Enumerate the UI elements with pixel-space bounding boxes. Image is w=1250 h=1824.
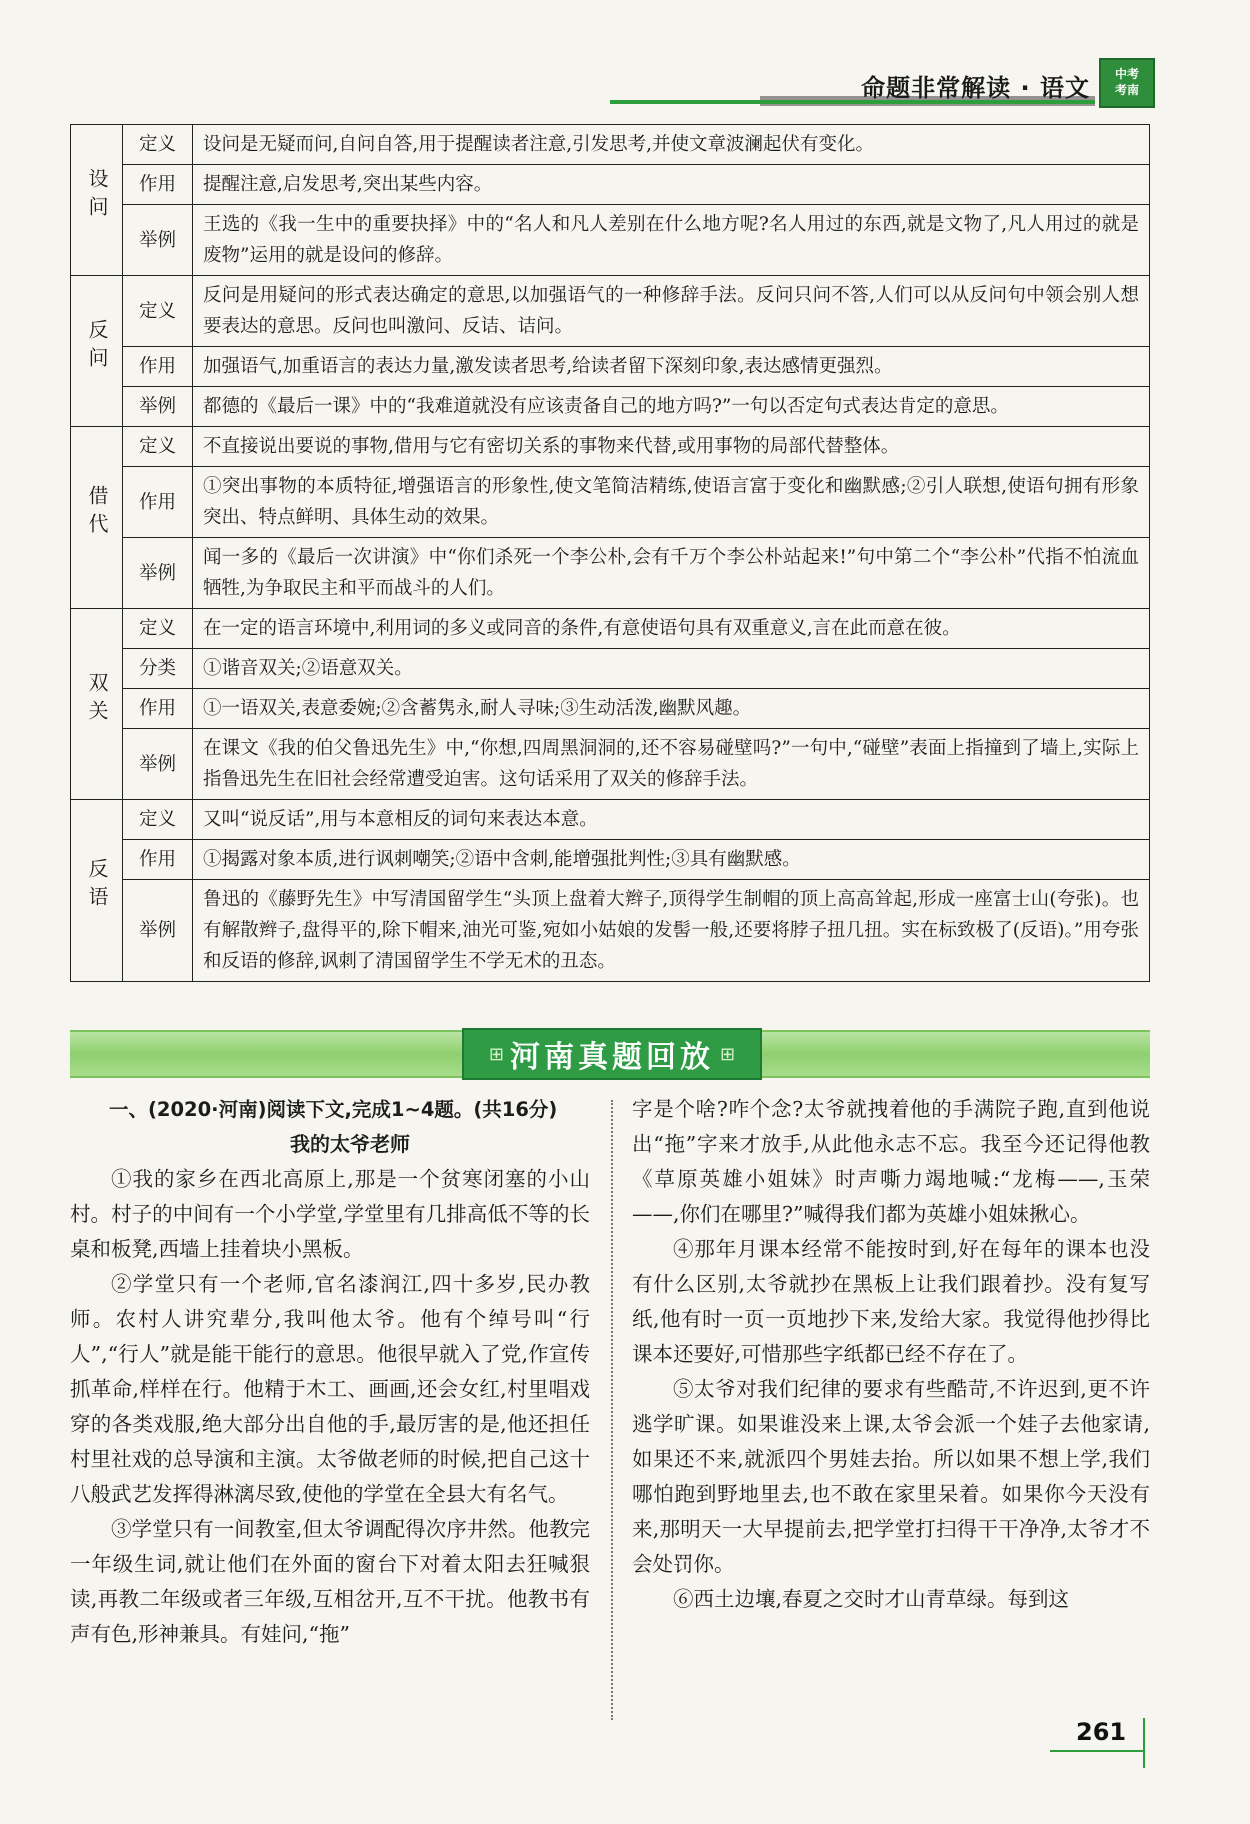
table-row [71,609,1150,649]
category-label: 设问 [85,167,109,224]
article-right-column [632,1092,1150,1617]
paragraph: 字是个啥?咋个念?太爷就拽着他的手满院子跑,直到他说出“拖”字来才放手,从此他永志不忘。我至今还记得他教《草原英雄小姐妹》时声嘶力竭地喊:“龙梅——,玉荣——,你们在哪里?”喊得我们都为英雄小姐妹揪心。 [632,1097,1150,1226]
attr-cell: 举例 [123,538,193,609]
attr-cell: 定义 [123,427,193,467]
attr-cell: 作用 [123,467,193,538]
category-cell [71,427,123,609]
attr-cell: 定义 [123,125,193,165]
banner-deco-icon: ⊞ [720,1043,736,1065]
page-number-rule-vertical [1143,1718,1145,1768]
attr-cell: 定义 [123,800,193,840]
table-row [71,649,1150,689]
paragraph: ⑥西土边壤,春夏之交时才山青草绿。每到这 [673,1587,1070,1611]
section-banner [70,1030,1150,1078]
table-row [71,427,1150,467]
table-row [71,840,1150,880]
attr-cell: 举例 [123,387,193,427]
attr-cell: 作用 [123,840,193,880]
attr-cell: 作用 [123,347,193,387]
table-row [71,467,1150,538]
content-cell: 又叫“说反话”,用与本意相反的词句来表达本意。 [193,800,1150,840]
content-cell: 反问是用疑问的形式表达确定的意思,以加强语气的一种修辞手法。反问只问不答,人们可以从反问句中领会别人想要表达的意思。反问也叫激问、反诘、诘问。 [193,276,1150,347]
table-row [71,729,1150,800]
table-row [71,538,1150,609]
attr-cell: 作用 [123,689,193,729]
banner-deco-icon: ⊞ [488,1043,504,1065]
content-cell: ①突出事物的本质特征,增强语言的形象性,使文笔简洁精练,使语言富于变化和幽默感;②引人联想,使语句拥有形象突出、特点鲜明、具体生动的效果。 [193,467,1150,538]
table-row [71,800,1150,840]
table-row [71,387,1150,427]
content-cell: 闻一多的《最后一次讲演》中“你们杀死一个李公朴,会有千万个李公朴站起来!”句中第二个“李公朴”代指不怕流血牺牲,为争取民主和平而战斗的人们。 [193,538,1150,609]
table-row [71,125,1150,165]
banner-title-box [462,1028,762,1080]
table-row [71,689,1150,729]
page-number-rule [1050,1750,1145,1752]
content-cell: 在课文《我的伯父鲁迅先生》中,“你想,四周黑洞洞的,还不容易碰壁吗?”一句中,“碰壁”表面上指撞到了墙上,实际上指鲁迅先生在旧社会经常遭受迫害。这句话采用了双关的修辞手法。 [193,729,1150,800]
question-heading: 一、(2020·河南)阅读下文,完成1~4题。(共16分) [109,1098,558,1121]
content-cell: 王选的《我一生中的重要抉择》中的“名人和凡人差别在什么地方呢?名人用过的东西,就是文物了,凡人用过的就是废物”运用的就是设问的修辞。 [193,205,1150,276]
section-title: 河南真题回放 [510,1040,714,1075]
logo-line-2: 考南 [1114,83,1139,97]
column-divider [611,1100,613,1720]
table-row [71,880,1150,982]
article-left-column [70,1092,590,1652]
content-cell: ①谐音双关;②语意双关。 [193,649,1150,689]
category-label: 反语 [85,858,109,914]
paragraph: ⑤太爷对我们纪律的要求有些酷苛,不许迟到,更不许逃学旷课。如果谁没来上课,太爷会派一个娃子去他家请,如果还不来,就派四个男娃去抬。所以如果不想上学,我们哪怕跑到野地里去,也不敢在家里呆着。如果你今天没有来,那明天一大早提前去,把学堂打扫得干干净净,太爷才不会处罚你。 [632,1377,1150,1576]
paragraph: ③学堂只有一间教室,但太爷调配得次序井然。他教完一年级生词,就让他们在外面的窗台下对着太阳去狂喊狠读,再教二年级或者三年级,互相岔开,互不干扰。他教书有声有色,形神兼具。有娃问,“拖” [70,1517,590,1646]
category-cell [71,609,123,800]
content-cell: 加强语气,加重语言的表达力量,激发读者思考,给读者留下深刻印象,表达感情更强烈。 [193,347,1150,387]
attr-cell: 作用 [123,165,193,205]
table-row [71,276,1150,347]
category-label: 双关 [85,671,109,728]
paragraph: ④那年月课本经常不能按时到,好在每年的课本也没有什么区别,太爷就抄在黑板上让我们跟着抄。没有复写纸,他有时一页一页地抄下来,发给大家。我觉得他抄得比课本还要好,可惜那些字纸都已经不存在了。 [632,1237,1150,1366]
page-number: 261 [1076,1718,1127,1746]
category-label: 反问 [85,318,109,375]
table-row [71,205,1150,276]
attr-cell: 分类 [123,649,193,689]
content-cell: ①一语双关,表意委婉;②含蓄隽永,耐人寻味;③生动活泼,幽默风趣。 [193,689,1150,729]
page-header [0,0,1250,115]
paragraph: ②学堂只有一个老师,官名漆润江,四十多岁,民办教师。农村人讲究辈分,我叫他太爷。他有个绰号叫“行人”,“行人”就是能干能行的意思。他很早就入了党,作宣传抓革命,样样在行。他精于木工、画画,还会女红,村里唱戏穿的各类戏服,绝大部分出自他的手,最厉害的是,他还担任村里社戏的总导演和主演。太爷做老师的时候,把自己这十八般武艺发挥得淋漓尽致,使他的学堂在全县大有名气。 [70,1272,590,1506]
content-cell: 不直接说出要说的事物,借用与它有密切关系的事物来代替,或用事物的局部代替整体。 [193,427,1150,467]
logo-line-1: 中考 [1114,67,1139,81]
content-cell: 提醒注意,启发思考,突出某些内容。 [193,165,1150,205]
attr-cell: 举例 [123,880,193,982]
content-cell: 设问是无疑而问,自问自答,用于提醒读者注意,引发思考,并使文章波澜起伏有变化。 [193,125,1150,165]
content-cell: ①揭露对象本质,进行讽刺嘲笑;②语中含刺,能增强批判性;③具有幽默感。 [193,840,1150,880]
brand-logo [1099,58,1155,108]
table-row [71,347,1150,387]
table-row [71,165,1150,205]
category-label: 借代 [85,485,109,541]
header-title: 命题非常解读 · 语文 [861,74,1090,102]
category-cell [71,276,123,427]
attr-cell: 定义 [123,609,193,649]
content-cell: 都德的《最后一课》中的“我难道就没有应该责备自己的地方吗?”一句以否定句式表达肯定的意思。 [193,387,1150,427]
content-cell: 在一定的语言环境中,利用词的多义或同音的条件,有意使语句具有双重意义,言在此而意在彼。 [193,609,1150,649]
category-cell [71,800,123,982]
rhetoric-table [70,124,1150,982]
attr-cell: 举例 [123,205,193,276]
category-cell [71,125,123,276]
attr-cell: 定义 [123,276,193,347]
article-title: 我的太爷老师 [290,1132,410,1156]
content-cell: 鲁迅的《藤野先生》中写清国留学生“头顶上盘着大辫子,顶得学生制帽的顶上高高耸起,形成一座富士山(夸张)。也有解散辫子,盘得平的,除下帽来,油光可鉴,宛如小姑娘的发髻一般,还要将脖子扭几扭。实在标致极了(反语)。”用夸张和反语的修辞,讽刺了清国留学生不学无术的丑态。 [193,880,1150,982]
paragraph: ①我的家乡在西北高原上,那是一个贫寒闭塞的小山村。村子的中间有一个小学堂,学堂里有几排高低不等的长桌和板凳,西墙上挂着块小黑板。 [70,1167,590,1261]
attr-cell: 举例 [123,729,193,800]
